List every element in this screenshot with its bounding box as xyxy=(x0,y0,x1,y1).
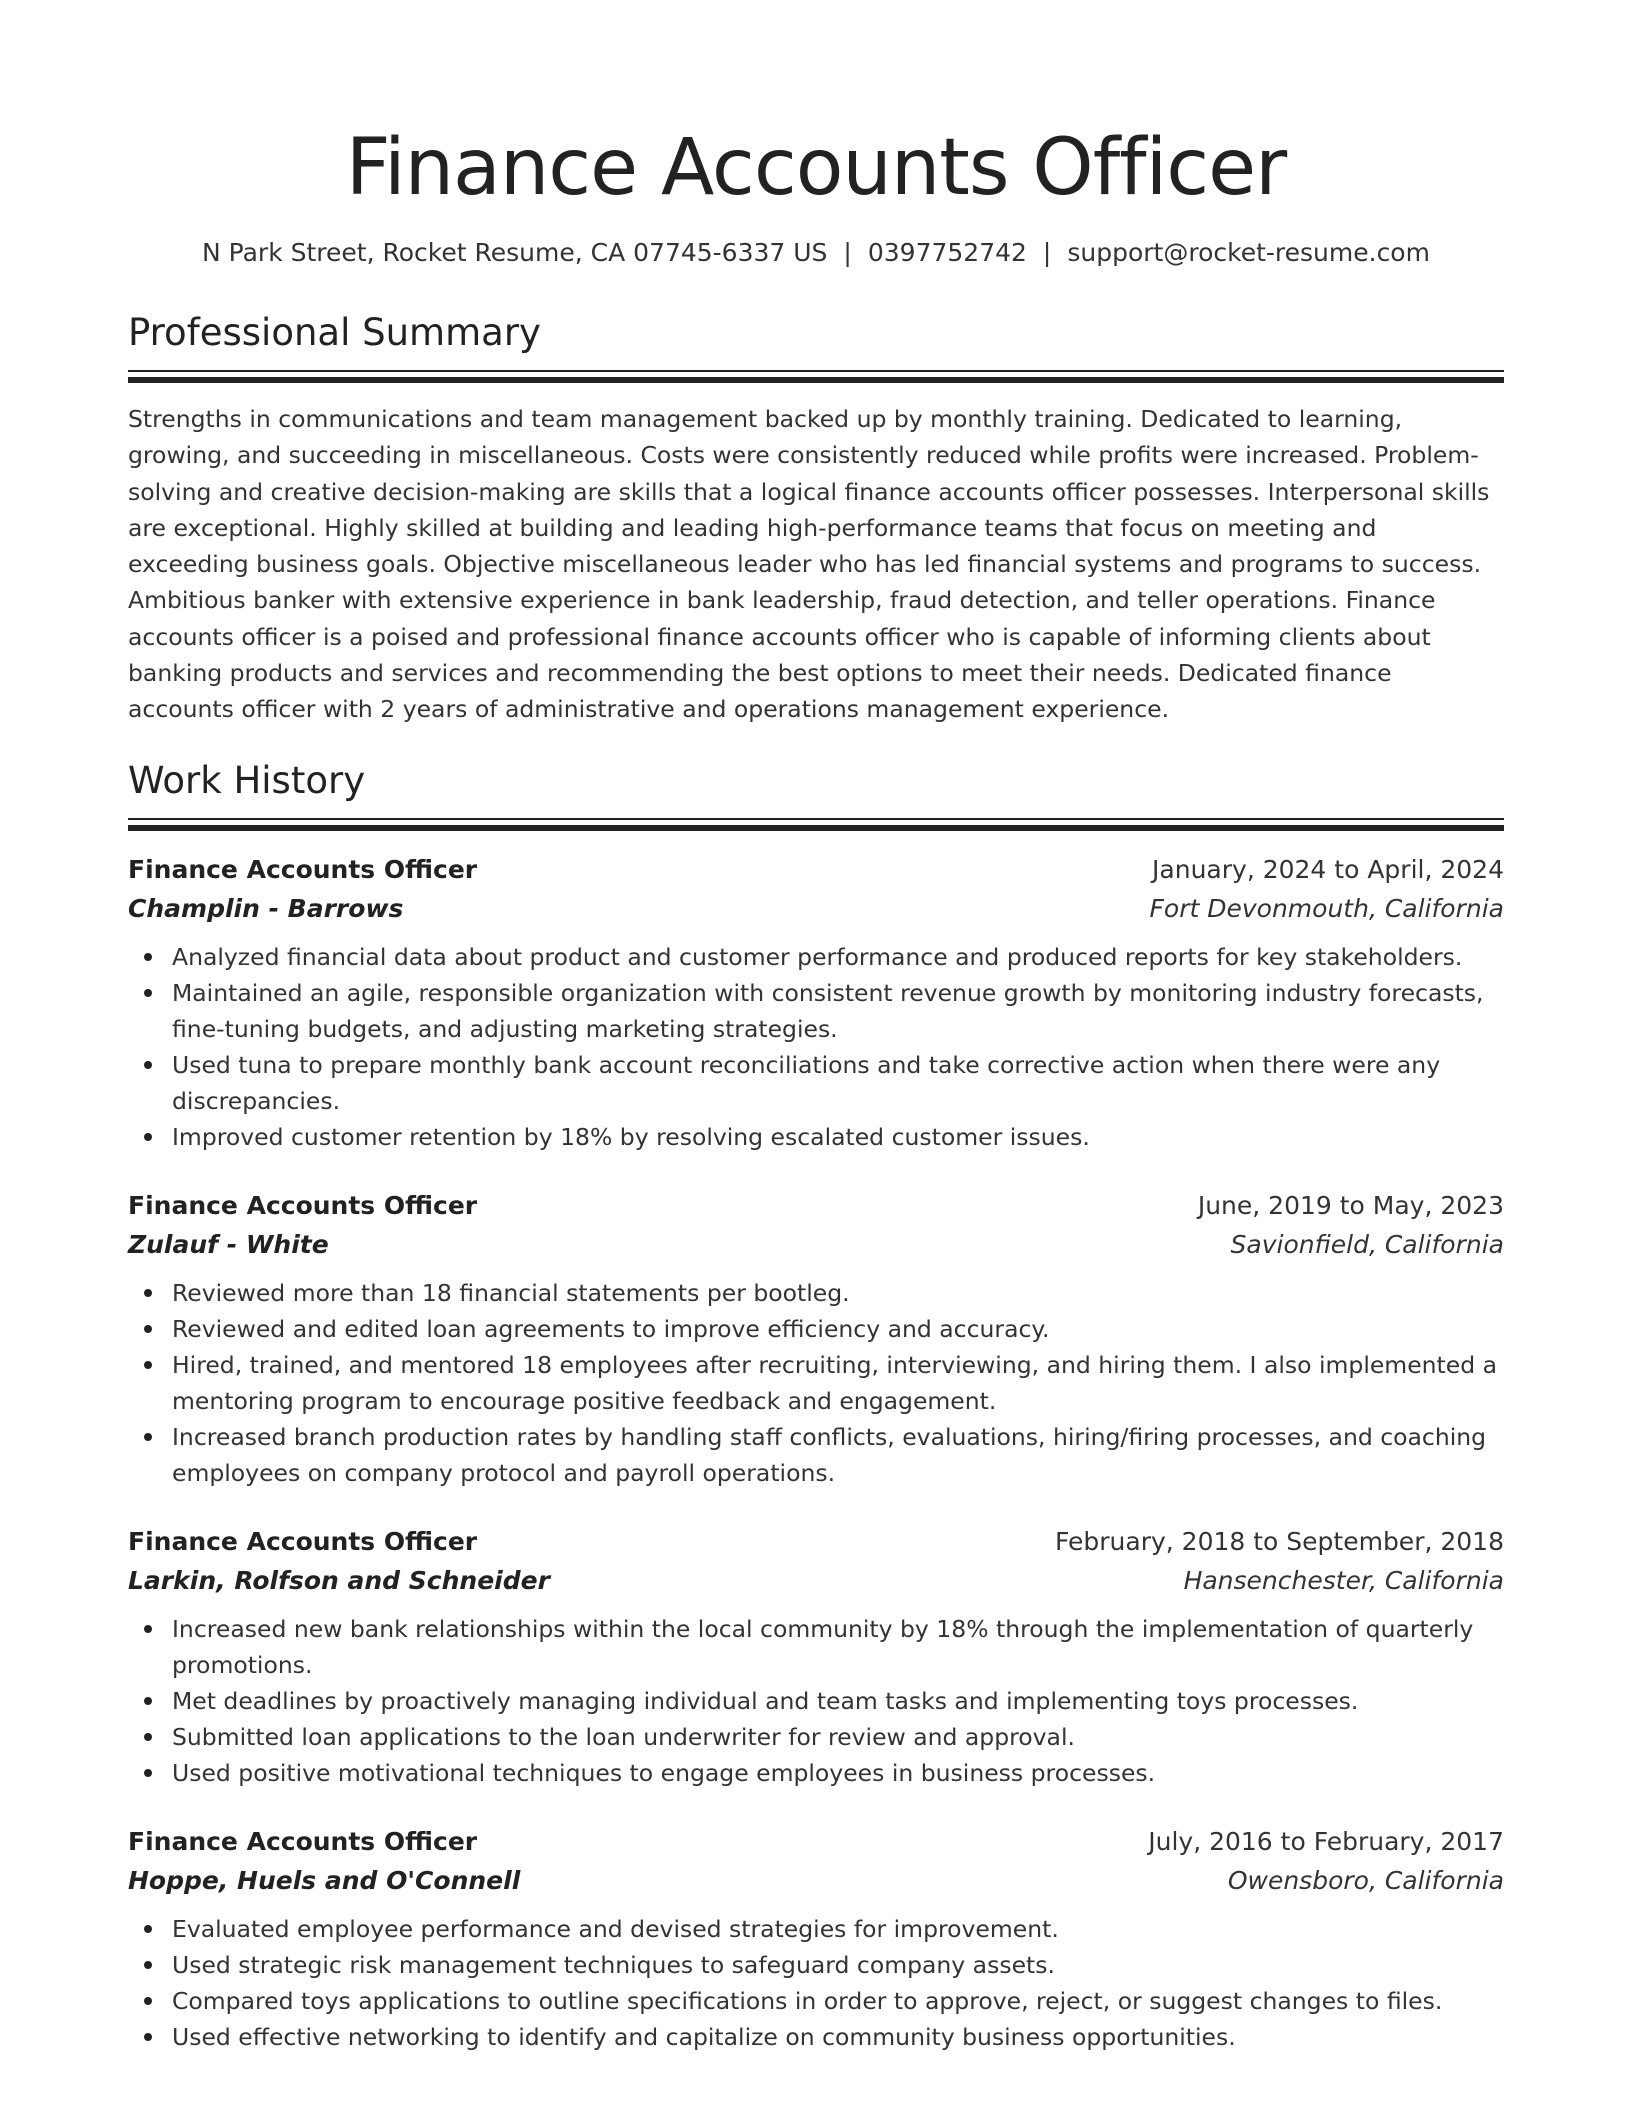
section-divider-thick xyxy=(128,377,1504,383)
job-location: Savionfield, California xyxy=(1230,1229,1504,1259)
job-title: Finance Accounts Officer xyxy=(128,854,478,884)
job-bullet: Used strategic risk management techniques to safeguard company assets. xyxy=(172,1947,1504,1983)
resume-name: Finance Accounts Officer xyxy=(345,123,1287,213)
job-bullet: Compared toys applications to outline specifications in order to approve, reject, or suggest changes to files. xyxy=(172,1983,1504,2019)
contact-line xyxy=(128,236,1504,270)
job-dates: July, 2016 to February, 2017 xyxy=(1148,1826,1504,1856)
job-bullet: Analyzed financial data about product and customer performance and produced reports for key stakeholders. xyxy=(172,939,1504,975)
job-bullet: Reviewed more than 18 financial statements per bootleg. xyxy=(172,1275,1504,1311)
job-title: Finance Accounts Officer xyxy=(128,1526,478,1556)
job-bullet: Hired, trained, and mentored 18 employees after recruiting, interviewing, and hiring them. I also implemented a mentoring program to encourage positive feedback and engagement. xyxy=(172,1347,1504,1419)
summary-text: Strengths in communications and team management backed up by monthly training. Dedicated to learning, growing, and succeeding in miscellaneous. Costs were consistently reduced while profits were increased. Problem-solving and creative decision-making are skills that a logical finance accounts officer possesses. Interpersonal skills are exceptional. Highly skilled at building and leading high-performance teams that focus on meeting and exceeding business goals. Objective miscellaneous leader who has led financial systems and programs to success. Ambitious banker with extensive experience in bank leadership, fraud detection, and teller operations. Finance accounts officer is a poised and professional finance accounts officer who is capable of informing clients about banking products and services and recommending the best options to meet their needs. Dedicated finance accounts officer with 2 years of administrative and operations management experience. xyxy=(128,405,1490,724)
contact-address: N Park Street, Rocket Resume, CA 07745-6337 US xyxy=(202,238,828,267)
job-location: Owensboro, California xyxy=(1227,1865,1504,1895)
job-bullet: Submitted loan applications to the loan underwriter for review and approval. xyxy=(172,1719,1504,1755)
work-history-section xyxy=(128,756,1504,2055)
job-bullet: Increased branch production rates by handling staff conflicts, evaluations, hiring/firing processes, and coaching employees on company protocol and payroll operations. xyxy=(172,1419,1504,1491)
job-bullet: Used effective networking to identify and capitalize on community business opportunities. xyxy=(172,2019,1504,2055)
job-title: Finance Accounts Officer xyxy=(128,1190,478,1220)
job-bullet: Improved customer retention by 18% by resolving escalated customer issues. xyxy=(172,1119,1504,1155)
job-bullets xyxy=(128,1911,1504,2055)
resume-page xyxy=(128,0,1504,2055)
section-title-work-history: Work History xyxy=(128,758,366,802)
job-dates: January, 2024 to April, 2024 xyxy=(1152,854,1504,884)
job-bullet: Reviewed and edited loan agreements to improve efficiency and accuracy. xyxy=(172,1311,1504,1347)
job-entry xyxy=(128,1523,1504,1791)
job-location: Fort Devonmouth, California xyxy=(1149,893,1504,923)
contact-phone: 0397752742 xyxy=(867,238,1027,267)
job-bullets xyxy=(128,1611,1504,1791)
section-divider-thick xyxy=(128,825,1504,831)
job-title: Finance Accounts Officer xyxy=(128,1826,478,1856)
job-bullet: Met deadlines by proactively managing individual and team tasks and implementing toys processes. xyxy=(172,1683,1504,1719)
job-location: Hansenchester, California xyxy=(1183,1565,1504,1595)
job-bullets xyxy=(128,939,1504,1155)
job-dates: June, 2019 to May, 2023 xyxy=(1197,1190,1504,1220)
section-divider xyxy=(128,370,1504,372)
job-company: Hoppe, Huels and O'Connell xyxy=(128,1865,521,1895)
job-company: Larkin, Rolfson and Schneider xyxy=(128,1565,550,1595)
contact-separator: | xyxy=(1042,238,1052,267)
job-bullet: Increased new bank relationships within the local community by 18% through the implementation of quarterly promotions. xyxy=(172,1611,1504,1683)
job-bullets xyxy=(128,1275,1504,1491)
professional-summary-section xyxy=(128,308,1504,728)
job-company: Champlin - Barrows xyxy=(128,893,404,923)
contact-email: support@rocket-resume.com xyxy=(1067,238,1430,267)
job-entry xyxy=(128,851,1504,1155)
section-divider xyxy=(128,818,1504,820)
contact-separator: | xyxy=(843,238,852,267)
job-entry xyxy=(128,1823,1504,2055)
job-bullet: Used positive motivational techniques to engage employees in business processes. xyxy=(172,1755,1504,1791)
job-company: Zulauf - White xyxy=(128,1229,329,1259)
section-title-summary: Professional Summary xyxy=(128,311,541,354)
job-bullet: Evaluated employee performance and devised strategies for improvement. xyxy=(172,1911,1504,1947)
job-bullet: Maintained an agile, responsible organization with consistent revenue growth by monitoring industry forecasts, fine-tuning budgets, and adjusting marketing strategies. xyxy=(172,975,1504,1047)
job-dates: February, 2018 to September, 2018 xyxy=(1055,1526,1504,1556)
job-bullet: Used tuna to prepare monthly bank account reconciliations and take corrective action when there were any discrepancies. xyxy=(172,1047,1504,1119)
job-entry xyxy=(128,1187,1504,1491)
